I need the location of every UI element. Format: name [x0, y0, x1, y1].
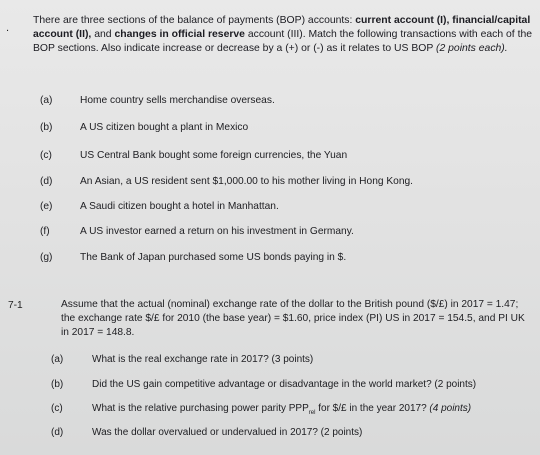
intro-points: (2 points each). — [436, 43, 508, 55]
ppp-question-a: What is the relative purchasing power parity PPP — [92, 403, 309, 414]
item-text: The Bank of Japan purchased some US bonds paying in $. — [80, 252, 347, 263]
problem-statement: Assume that the actual (nominal) exchange rate of the dollar to the British pound ($/£) in 2017 = 1.47; the exchange rate $/£ for 2010 (the base year) = $1.60, price index (PI) US in 2017 = 154.5, and PI UK in 2017 = 148.8. — [61, 299, 525, 338]
intro-text-3: account (III). Match the following transactions with each of the BOP sections. Also indicate increase or decrease by a (+) or (-) as it relates to US BOP — [33, 29, 533, 55]
subquestion-text: Did the US gain competitive advantage or disadvantage in the world market? (2 points) — [92, 379, 477, 390]
problem-number: 7-1 — [8, 300, 23, 311]
ppp-subscript: rel — [308, 410, 316, 416]
item-letter: (a) — [40, 95, 53, 106]
item-letter: (g) — [40, 252, 53, 263]
item-text: US Central Bank bought some foreign currencies, the Yuan — [80, 150, 348, 161]
subquestion-text: Was the dollar overvalued or undervalued in 2017? (2 points) — [92, 427, 363, 438]
intro-text-1: There are three sections of the balance of payments (BOP) accounts: — [33, 15, 356, 26]
subquestion-text: What is the real exchange rate in 2017? (3 points) — [92, 354, 314, 365]
intro-bold-accounts: current account (I), financial/capital account (II), — [33, 15, 531, 41]
subquestion-letter: (a) — [51, 354, 64, 365]
item-letter: (b) — [40, 122, 53, 133]
bop-instructions — [33, 14, 533, 57]
item-text: A US investor earned a return on his investment in Germany. — [80, 226, 354, 237]
item-letter: (f) — [40, 226, 50, 237]
subquestion-letter: (b) — [51, 379, 64, 390]
intro-bold-reserve: changes in official reserve — [114, 29, 245, 41]
item-text: An Asian, a US resident sent $1,000.00 to his mother living in Hong Kong. — [80, 176, 413, 187]
subquestion-letter: (d) — [51, 427, 64, 438]
item-letter: (c) — [40, 150, 52, 161]
item-letter: (d) — [40, 176, 53, 187]
intro-text-2: and — [91, 29, 115, 41]
ppp-points: (4 points) — [429, 403, 472, 414]
item-letter: (e) — [40, 201, 53, 212]
margin-dot: . — [6, 22, 10, 34]
subquestion-letter: (c) — [51, 403, 63, 414]
item-text: A Saudi citizen bought a hotel in Manhattan. — [80, 201, 279, 212]
item-text: Home country sells merchandise overseas. — [80, 95, 275, 106]
ppp-question-b: for $/£ in the year 2017? — [315, 403, 430, 414]
item-text: A US citizen bought a plant in Mexico — [80, 122, 249, 133]
subquestion-text — [92, 403, 471, 416]
